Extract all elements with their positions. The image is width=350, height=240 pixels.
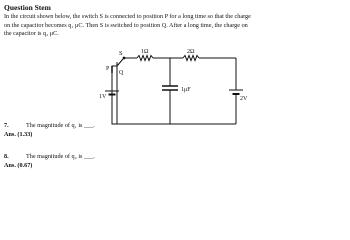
answer-8-value: (0.67) [17,162,33,169]
right-battery-label: 2V [240,96,248,102]
answer-7-value: (1.33) [17,131,33,138]
question-8-text: The magnitude of q₂ is ___. [26,153,95,160]
switch-blade [117,59,123,66]
answer-7-label: Ans. [4,131,16,138]
resistor-2-symbol [183,56,199,61]
position-q-label: Q [119,70,124,76]
question-7-text: The magnitude of q₁ is ___. [26,122,95,129]
left-wire [112,62,136,124]
resistor-2-label: 2Ω [187,49,195,55]
stem-line-3: the capacitor is q₂ μC. [4,30,59,38]
answer-8 [4,162,32,171]
left-battery-label: 1V [99,94,107,100]
question-8 [4,153,95,162]
question-stem-heading: Question Stem [4,3,51,12]
question-8-number: 8. [4,153,9,160]
answer-8-label: Ans. [4,162,16,169]
question-7-number: 7. [4,122,9,129]
question-7 [4,122,95,131]
position-p-label: P [106,66,110,72]
stem-line-1: In the circuit shown below, the switch S is connected to position P for a long time so that the charge [4,13,251,20]
resistor-1-label: 1Ω [141,49,149,55]
switch-label: S [119,50,123,57]
capacitor-label: 1μF [181,87,191,93]
resistor-1-symbol [137,56,153,61]
stem-line-2: on the capacitor becomes q₁ μC. Then S is switched to position Q. After a long time, the charge on [4,21,248,29]
answer-7 [4,131,32,140]
